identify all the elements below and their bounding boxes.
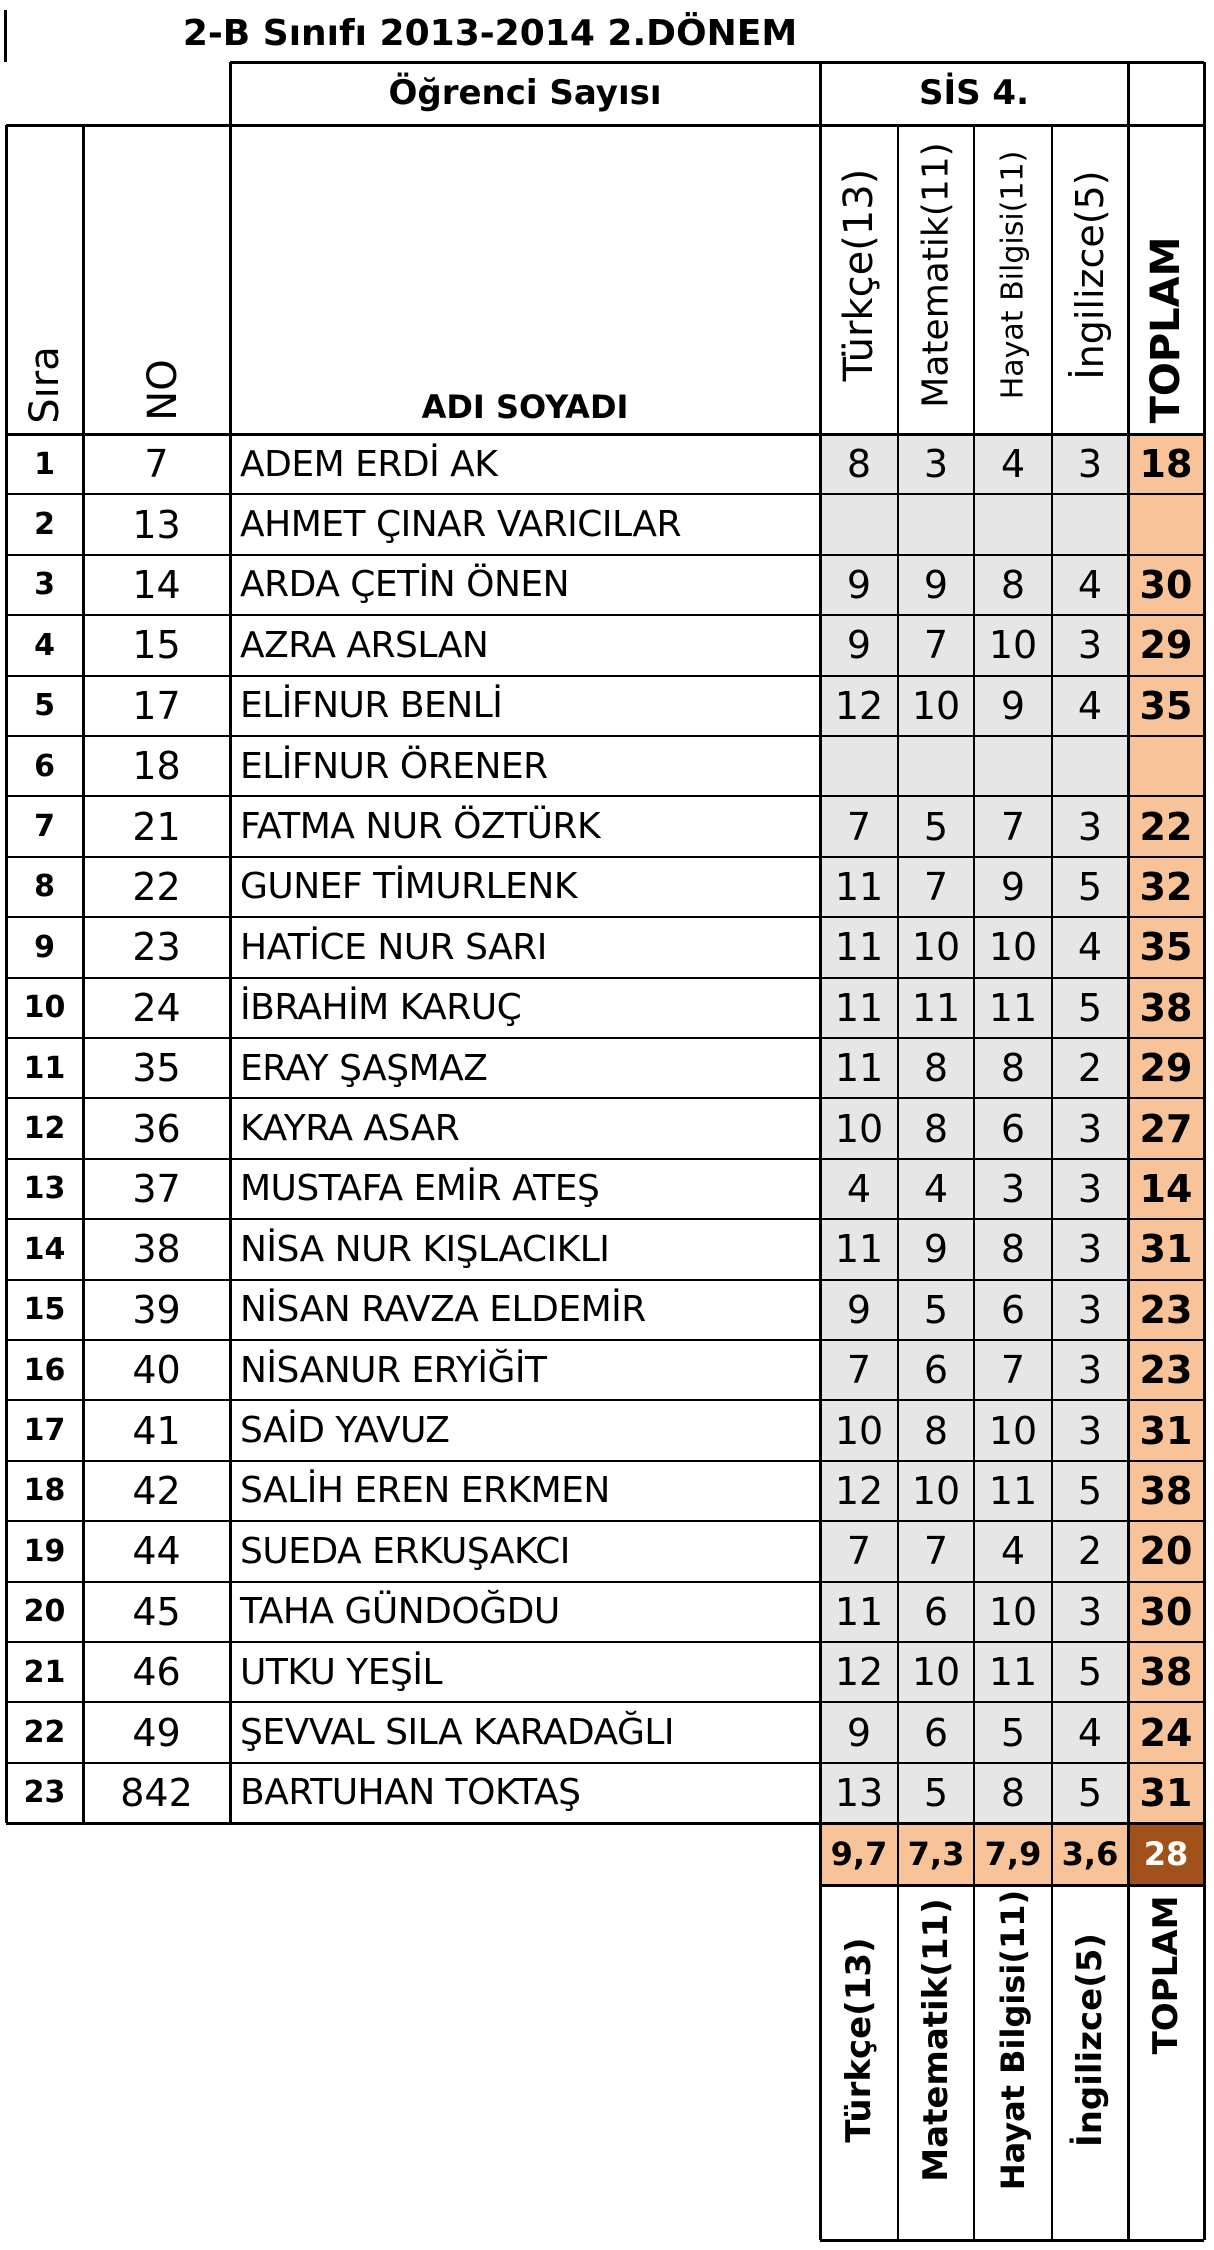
score-cell: 8 — [923, 1408, 949, 1453]
student-name: ARDA ÇETİN ÖNEN — [240, 564, 570, 606]
score-cell: 11 — [834, 1046, 884, 1091]
student-no: 40 — [132, 1348, 181, 1393]
grid-line — [820, 1037, 1204, 1039]
grid-line — [6, 1158, 820, 1160]
score-cell — [898, 494, 974, 554]
student-no: 44 — [132, 1529, 181, 1574]
grid-line — [6, 1399, 820, 1401]
grid-line — [230, 61, 1204, 64]
score-cell: 8 — [846, 442, 872, 487]
total-header: TOPLAM — [1143, 236, 1189, 424]
total-cell: 38 — [1139, 1650, 1193, 1695]
total-cell: 29 — [1139, 1046, 1193, 1091]
grid-line — [5, 125, 8, 1823]
score-cell: 6 — [923, 1348, 949, 1393]
grid-line — [820, 1399, 1204, 1401]
grid-line — [897, 125, 899, 2240]
row-index: 5 — [34, 688, 55, 724]
grid-line — [1051, 125, 1053, 2240]
grid-line — [820, 614, 1204, 616]
grid-line — [6, 977, 820, 979]
grid-line — [820, 675, 1204, 677]
score-cell: 9 — [1000, 683, 1026, 728]
score-cell: 10 — [834, 1106, 884, 1151]
subject-header-2: Hayat Bilgisi(11) — [995, 150, 1031, 400]
student-name: MUSTAFA EMİR ATEŞ — [240, 1168, 600, 1210]
student-name: AZRA ARSLAN — [240, 624, 489, 666]
total-cell: 29 — [1139, 623, 1193, 668]
grid-line — [820, 856, 1204, 858]
grid-line — [6, 1339, 820, 1341]
score-cell: 4 — [1077, 925, 1103, 970]
grid-line — [820, 1641, 1204, 1643]
score-cell: 3 — [923, 442, 949, 487]
row-index: 16 — [23, 1352, 66, 1388]
score-cell: 9 — [846, 562, 872, 607]
total-cell: 35 — [1139, 925, 1193, 970]
score-cell: 5 — [923, 1287, 949, 1332]
student-no: 23 — [132, 925, 181, 970]
total-cell: 27 — [1139, 1106, 1193, 1151]
grid-line — [820, 554, 1204, 556]
student-no: 17 — [132, 683, 181, 728]
grid-line — [820, 977, 1204, 979]
grid-line — [820, 1158, 1204, 1160]
score-cell: 10 — [988, 925, 1038, 970]
student-no: 49 — [132, 1710, 181, 1755]
score-cell: 3 — [1077, 1287, 1103, 1332]
student-no: 35 — [132, 1046, 181, 1091]
score-cell: 5 — [923, 804, 949, 849]
student-no: 37 — [132, 1166, 181, 1211]
score-cell: 8 — [1000, 1046, 1026, 1091]
student-name: SUEDA ERKUŞAKCI — [240, 1530, 570, 1572]
row-index: 12 — [23, 1111, 66, 1147]
total-cell: 31 — [1139, 1770, 1193, 1815]
student-name: BARTUHAN TOKTAŞ — [240, 1772, 581, 1814]
average-cell: 7,9 — [974, 1823, 1052, 1885]
total-cell: 38 — [1139, 985, 1193, 1030]
footer-label-2: Hayat Bilgisi(11) — [994, 1889, 1032, 2191]
grid-line — [820, 493, 1204, 495]
row-index: 9 — [34, 929, 55, 965]
score-cell: 10 — [988, 623, 1038, 668]
score-cell: 4 — [1077, 1710, 1103, 1755]
score-cell: 3 — [1077, 804, 1103, 849]
student-name: AHMET ÇINAR VARICILAR — [240, 504, 682, 546]
score-cell: 9 — [846, 1287, 872, 1332]
score-cell: 7 — [1000, 804, 1026, 849]
score-cell: 10 — [911, 683, 961, 728]
student-name: ERAY ŞAŞMAZ — [240, 1047, 488, 1089]
row-index: 11 — [23, 1050, 66, 1086]
score-cell: 7 — [846, 804, 872, 849]
score-cell: 9 — [846, 623, 872, 668]
score-cell: 11 — [834, 864, 884, 909]
student-name: KAYRA ASAR — [240, 1108, 460, 1150]
student-name: GUNEF TİMURLENK — [240, 866, 577, 908]
score-cell: 10 — [988, 1408, 1038, 1453]
total-cell: 24 — [1139, 1710, 1193, 1755]
score-cell: 11 — [834, 925, 884, 970]
row-index: 15 — [23, 1292, 66, 1328]
row-index: 7 — [34, 809, 55, 845]
score-cell: 11 — [834, 1227, 884, 1272]
grid-line — [6, 916, 820, 918]
student-no: 38 — [132, 1227, 181, 1272]
score-cell: 12 — [834, 683, 884, 728]
student-no: 21 — [132, 804, 181, 849]
score-cell: 3 — [1077, 1227, 1103, 1272]
score-cell: 4 — [1077, 683, 1103, 728]
grid-line — [6, 433, 1204, 436]
total-cell: 31 — [1139, 1227, 1193, 1272]
grid-line — [819, 62, 822, 2240]
grid-line — [6, 1097, 820, 1099]
score-cell: 11 — [988, 1468, 1038, 1513]
sira-header: Sıra — [21, 346, 68, 424]
average-total-cell: 28 — [1128, 1823, 1204, 1885]
row-index: 19 — [23, 1533, 66, 1569]
score-cell: 3 — [1077, 1106, 1103, 1151]
score-cell — [974, 736, 1052, 796]
row-index: 21 — [23, 1654, 66, 1690]
score-cell: 9 — [846, 1710, 872, 1755]
score-cell: 11 — [988, 985, 1038, 1030]
score-cell: 11 — [988, 1650, 1038, 1695]
exam-label: SİS 4. — [918, 73, 1030, 113]
score-cell: 7 — [923, 623, 949, 668]
row-index: 13 — [23, 1171, 66, 1207]
grid-line — [820, 1884, 1204, 1887]
score-cell: 8 — [923, 1046, 949, 1091]
subject-header-3: İngilizce(5) — [1068, 170, 1112, 380]
score-cell: 5 — [923, 1770, 949, 1815]
score-cell: 8 — [923, 1106, 949, 1151]
student-no: 45 — [132, 1589, 181, 1634]
grid-line — [6, 1581, 820, 1583]
score-cell: 2 — [1077, 1046, 1103, 1091]
student-no: 18 — [132, 744, 181, 789]
grid-line — [1127, 62, 1130, 2240]
score-cell: 12 — [834, 1468, 884, 1513]
grid-line — [820, 1097, 1204, 1099]
score-cell: 11 — [834, 985, 884, 1030]
grid-line — [973, 125, 975, 2240]
student-no: 15 — [132, 623, 181, 668]
total-cell: 32 — [1139, 864, 1193, 909]
student-no: 24 — [132, 985, 181, 1030]
row-index: 23 — [23, 1775, 66, 1811]
score-cell: 6 — [1000, 1287, 1026, 1332]
score-cell: 4 — [1000, 442, 1026, 487]
grid-line — [6, 1762, 820, 1764]
score-cell — [820, 736, 898, 796]
score-cell: 3 — [1077, 1589, 1103, 1634]
student-name: ELİFNUR BENLİ — [240, 685, 503, 727]
grid-line — [820, 1279, 1204, 1281]
score-cell: 10 — [911, 925, 961, 970]
grid-line — [6, 1218, 820, 1220]
row-index: 2 — [34, 507, 55, 543]
grid-line — [820, 1762, 1204, 1764]
student-name: SAİD YAVUZ — [240, 1410, 450, 1452]
score-cell: 3 — [1077, 623, 1103, 668]
score-cell: 3 — [1000, 1166, 1026, 1211]
student-name: ŞEVVAL SILA KARADAĞLI — [240, 1712, 675, 1754]
grid-line — [6, 1460, 820, 1462]
row-index: 17 — [23, 1413, 66, 1449]
score-cell: 11 — [911, 985, 961, 1030]
grid-line — [6, 493, 820, 495]
student-name: TAHA GÜNDOĞDU — [240, 1591, 560, 1633]
score-cell: 3 — [1077, 1348, 1103, 1393]
total-cell: 23 — [1139, 1287, 1193, 1332]
score-cell: 7 — [1000, 1348, 1026, 1393]
grid-line — [6, 614, 820, 616]
student-name: ADEM ERDİ AK — [240, 443, 498, 485]
total-cell — [1128, 736, 1204, 796]
grid-line — [820, 1339, 1204, 1341]
score-cell: 3 — [1077, 1166, 1103, 1211]
total-cell: 30 — [1139, 1589, 1193, 1634]
score-cell: 6 — [923, 1589, 949, 1634]
student-no: 39 — [132, 1287, 181, 1332]
page-title: 2-B Sınıfı 2013-2014 2.DÖNEM — [182, 13, 798, 54]
grid-line — [820, 2239, 1204, 2242]
score-cell: 10 — [834, 1408, 884, 1453]
score-cell — [820, 494, 898, 554]
subject-header-0: Türkçe(13) — [836, 168, 882, 382]
score-cell: 4 — [1077, 562, 1103, 607]
score-cell: 8 — [1000, 562, 1026, 607]
footer-label-4: TOPLAM — [1146, 1895, 1186, 2055]
grid-line — [820, 1581, 1204, 1583]
grid-line — [820, 1218, 1204, 1220]
grid-line — [820, 735, 1204, 737]
grid-line — [6, 554, 820, 556]
row-index: 3 — [34, 567, 55, 603]
no-header: NO — [139, 359, 186, 421]
score-cell — [974, 494, 1052, 554]
grid-line — [6, 1279, 820, 1281]
row-index: 8 — [34, 869, 55, 905]
score-cell: 8 — [1000, 1770, 1026, 1815]
total-cell: 38 — [1139, 1468, 1193, 1513]
score-cell: 12 — [834, 1650, 884, 1695]
total-cell — [1128, 494, 1204, 554]
score-cell: 5 — [1000, 1710, 1026, 1755]
student-name: FATMA NUR ÖZTÜRK — [240, 806, 601, 848]
student-name: UTKU YEŞİL — [240, 1651, 443, 1693]
score-cell: 3 — [1077, 1408, 1103, 1453]
score-cell: 7 — [923, 1529, 949, 1574]
row-index: 6 — [34, 748, 55, 784]
student-name: İBRAHİM KARUÇ — [240, 987, 522, 1029]
student-name: HATİCE NUR SARI — [240, 926, 547, 968]
total-cell: 31 — [1139, 1408, 1193, 1453]
score-cell: 10 — [911, 1650, 961, 1695]
total-cell: 20 — [1139, 1529, 1193, 1574]
student-name: NİSAN RAVZA ELDEMİR — [240, 1289, 646, 1331]
student-no: 36 — [132, 1106, 181, 1151]
score-cell: 6 — [1000, 1106, 1026, 1151]
grid-line — [6, 795, 820, 797]
student-count-label: Öğrenci Sayısı — [388, 73, 662, 113]
student-no: 22 — [132, 864, 181, 909]
footer-label-0: Türkçe(13) — [839, 1937, 879, 2143]
grid-line — [6, 124, 1204, 127]
student-name: NİSA NUR KIŞLACIKLI — [240, 1228, 610, 1270]
score-cell: 4 — [846, 1166, 872, 1211]
row-index: 20 — [23, 1594, 66, 1630]
edge-mark — [4, 10, 7, 62]
score-cell: 7 — [923, 864, 949, 909]
total-cell: 22 — [1139, 804, 1193, 849]
score-cell — [1052, 736, 1128, 796]
grid-line — [82, 125, 85, 1823]
score-cell: 11 — [834, 1589, 884, 1634]
student-name: NİSANUR ERYİĞİT — [240, 1349, 547, 1391]
score-cell: 4 — [923, 1166, 949, 1211]
score-cell: 5 — [1077, 864, 1103, 909]
student-no: 42 — [132, 1468, 181, 1513]
average-cell: 9,7 — [820, 1823, 898, 1885]
grid-line — [820, 795, 1204, 797]
score-cell: 5 — [1077, 1770, 1103, 1815]
score-cell: 7 — [846, 1529, 872, 1574]
grid-line — [6, 1641, 820, 1643]
grid-line — [229, 62, 232, 1823]
score-cell: 7 — [846, 1348, 872, 1393]
score-cell: 5 — [1077, 985, 1103, 1030]
average-cell: 3,6 — [1052, 1823, 1128, 1885]
grid-line — [6, 856, 820, 858]
student-no: 14 — [132, 562, 181, 607]
total-cell: 23 — [1139, 1348, 1193, 1393]
row-index: 10 — [23, 990, 66, 1026]
student-no: 46 — [132, 1650, 181, 1695]
grid-line — [820, 1701, 1204, 1703]
row-index: 22 — [23, 1715, 66, 1751]
name-header: ADI SOYADI — [421, 388, 629, 426]
grid-line — [6, 1037, 820, 1039]
total-cell: 30 — [1139, 562, 1193, 607]
grid-line — [6, 675, 820, 677]
score-cell: 6 — [923, 1710, 949, 1755]
grid-line — [820, 1520, 1204, 1522]
score-cell — [1052, 494, 1128, 554]
row-index: 18 — [23, 1473, 66, 1509]
score-cell: 10 — [911, 1468, 961, 1513]
score-cell: 10 — [988, 1589, 1038, 1634]
score-cell: 5 — [1077, 1468, 1103, 1513]
student-no: 842 — [120, 1770, 193, 1815]
grid-line — [820, 916, 1204, 918]
average-cell: 7,3 — [898, 1823, 974, 1885]
total-cell: 14 — [1139, 1166, 1193, 1211]
grid-line — [6, 1520, 820, 1522]
subject-header-1: Matematik(11) — [915, 142, 957, 408]
student-no: 7 — [144, 442, 169, 487]
student-no: 41 — [132, 1408, 181, 1453]
total-cell: 18 — [1139, 442, 1193, 487]
row-index: 4 — [34, 627, 55, 663]
row-index: 14 — [23, 1231, 66, 1267]
score-cell: 2 — [1077, 1529, 1103, 1574]
score-cell: 8 — [1000, 1227, 1026, 1272]
footer-label-1: Matematik(11) — [916, 1898, 956, 2182]
score-cell: 4 — [1000, 1529, 1026, 1574]
grid-line — [1203, 62, 1206, 2240]
score-cell: 13 — [834, 1770, 884, 1815]
score-cell: 5 — [1077, 1650, 1103, 1695]
score-cell — [898, 736, 974, 796]
student-name: ELİFNUR ÖRENER — [240, 745, 548, 787]
grid-line — [820, 1460, 1204, 1462]
total-cell: 35 — [1139, 683, 1193, 728]
grid-line — [6, 735, 820, 737]
score-cell: 3 — [1077, 442, 1103, 487]
row-index: 1 — [34, 446, 55, 482]
student-no: 13 — [132, 502, 181, 547]
grid-line — [6, 1822, 1204, 1825]
score-cell: 9 — [923, 1227, 949, 1272]
score-cell: 9 — [923, 562, 949, 607]
student-name: SALİH EREN ERKMEN — [240, 1470, 610, 1512]
score-cell: 9 — [1000, 864, 1026, 909]
footer-label-3: İngilizce(5) — [1070, 1933, 1110, 2147]
grid-line — [6, 1701, 820, 1703]
